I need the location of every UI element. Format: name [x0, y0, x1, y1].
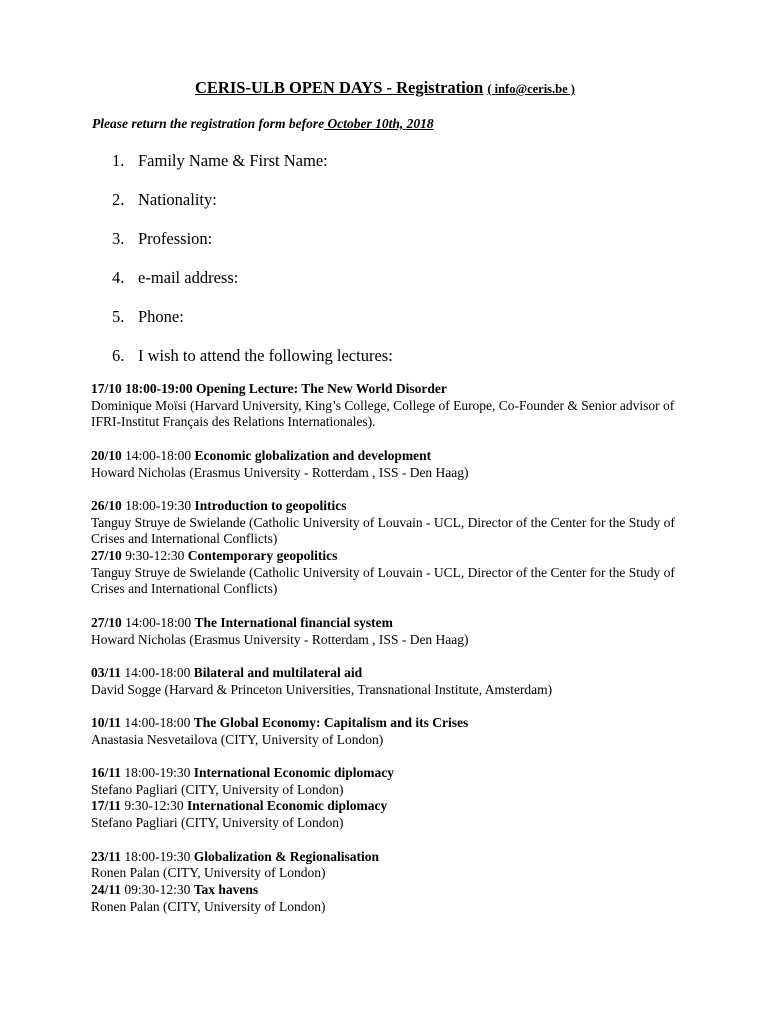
lecture-heading: [91, 765, 691, 782]
lecture-heading: [91, 849, 691, 866]
lecture-group: [91, 715, 691, 748]
lecture-speaker: Ronen Palan (CITY, University of London): [91, 865, 326, 881]
lecture-heading: [91, 615, 691, 632]
lecture-group: [91, 615, 691, 648]
lecture-group: [91, 381, 691, 431]
form-field-profession: 3. Profession:: [112, 229, 213, 248]
lecture-heading: [91, 798, 691, 815]
lecture-title: Introduction to geopolitics: [194, 497, 347, 513]
form-field-phone: 5. Phone:: [112, 307, 184, 326]
lecture-title: Bilateral and multilateral aid: [193, 664, 363, 680]
lecture-title: International Economic diplomacy: [193, 765, 395, 781]
lecture-date: 27/10: [91, 548, 122, 563]
lecture-speaker: Dominique Moïsi (Harvard University, King’s College, College of Europe, Co-Founder & Senior advisor of IFRI-Institut Français des Relations Internationales).: [91, 397, 675, 430]
lecture-date: 16/11: [91, 765, 122, 781]
lecture-heading: [91, 882, 691, 899]
lecture-group: [91, 665, 691, 698]
lecture-speaker: Ronen Palan (CITY, University of London): [91, 898, 326, 914]
title-text: CERIS-ULB OPEN DAYS - Registration: [195, 78, 484, 97]
lecture-speaker: Howard Nicholas (Erasmus University - Rotterdam , ISS - Den Haag): [91, 464, 469, 480]
lecture-title: International Economic diplomacy: [187, 798, 388, 814]
lecture-date: 27/10: [91, 614, 122, 630]
field-label: Family Name & First Name:: [138, 151, 328, 170]
deadline-date: October 10th, 2018: [324, 116, 434, 131]
lecture-date: 03/11: [91, 664, 122, 680]
lecture-time: 9:30-12:30: [121, 548, 188, 563]
lecture-heading: [91, 715, 691, 732]
lecture-time: 14:00-18:00: [121, 714, 194, 730]
field-label: e-mail address:: [138, 268, 239, 287]
lecture-title: Contemporary geopolitics: [187, 548, 338, 563]
lecture-speaker: Stefano Pagliari (CITY, University of London): [91, 781, 344, 797]
lecture-date: 17/11: [91, 798, 122, 814]
form-field-email: 4. e-mail address:: [112, 268, 239, 287]
field-label: Phone:: [138, 307, 184, 326]
lecture-group: [91, 849, 691, 916]
form-field-nationality: 2. Nationality:: [112, 190, 217, 209]
lecture-speaker: David Sogge (Harvard & Princeton Universities, Transnational Institute, Amsterdam): [91, 681, 553, 697]
lecture-speaker: Tanguy Struye de Swielande (Catholic University of Louvain - UCL, Director of the Center for the Study of Crises and International Conflicts): [91, 514, 675, 547]
lecture-title: Globalization & Regionalisation: [193, 848, 380, 864]
lecture-date: 24/11: [91, 881, 122, 897]
lecture-time: 18:00-19:30: [121, 765, 194, 781]
lecture-title: The Global Economy: Capitalism and its Crises: [193, 714, 469, 730]
lecture-heading: [91, 548, 691, 565]
instruction-text: Please return the registration form before: [92, 116, 325, 131]
lecture-date: 20/10: [91, 447, 122, 463]
lecture-date: 23/11: [91, 848, 122, 864]
lecture-title: Tax havens: [193, 881, 259, 897]
lecture-time: 09:30-12:30: [121, 881, 194, 897]
field-label: Nationality:: [138, 190, 217, 209]
lecture-heading: [91, 665, 691, 682]
form-field-list: [112, 148, 393, 382]
field-label: I wish to attend the following lectures:: [138, 346, 393, 365]
lecture-time: 14:00-18:00: [121, 447, 195, 463]
lecture-speaker: Anastasia Nesvetailova (CITY, University of London): [91, 731, 384, 747]
lecture-list: [91, 381, 691, 932]
form-field-lectures: 6. I wish to attend the following lectures:: [112, 346, 393, 365]
lecture-title: The New World Disorder: [298, 381, 447, 396]
form-field-name: 1. Family Name & First Name:: [112, 151, 328, 170]
lecture-group: [91, 765, 691, 832]
lecture-group: [91, 448, 691, 481]
page-title: [0, 78, 770, 98]
lecture-time: 14:00-18:00: [121, 664, 194, 680]
contact-email: ( info@ceris.be ): [487, 82, 575, 96]
instruction-line: [92, 116, 434, 132]
lecture-speaker: Tanguy Struye de Swielande (Catholic University of Louvain - UCL, Director of the Center for the Study of Crises and International Conflicts): [91, 564, 675, 597]
lecture-heading: [91, 498, 691, 515]
lecture-time: 9:30-12:30: [121, 798, 188, 814]
lecture-speaker: Stefano Pagliari (CITY, University of London): [91, 815, 344, 831]
lecture-time: 18:00-19:30: [121, 497, 195, 513]
lecture-heading: [91, 448, 691, 465]
lecture-group: [91, 498, 691, 598]
lecture-title: Economic globalization and development: [194, 447, 432, 463]
lecture-date: 26/10: [91, 497, 122, 513]
lecture-time: 18:00-19:30: [121, 848, 194, 864]
lecture-time: 14:00-18:00: [121, 614, 195, 630]
lecture-speaker: Howard Nicholas (Erasmus University - Rotterdam , ISS - Den Haag): [91, 631, 469, 647]
lecture-date: 10/11: [91, 714, 122, 730]
lecture-title: The International financial system: [194, 614, 393, 630]
lecture-heading: 17/10 18:00-19:00 Opening Lecture: The New World Disorder: [91, 381, 447, 396]
field-label: Profession:: [138, 229, 213, 248]
